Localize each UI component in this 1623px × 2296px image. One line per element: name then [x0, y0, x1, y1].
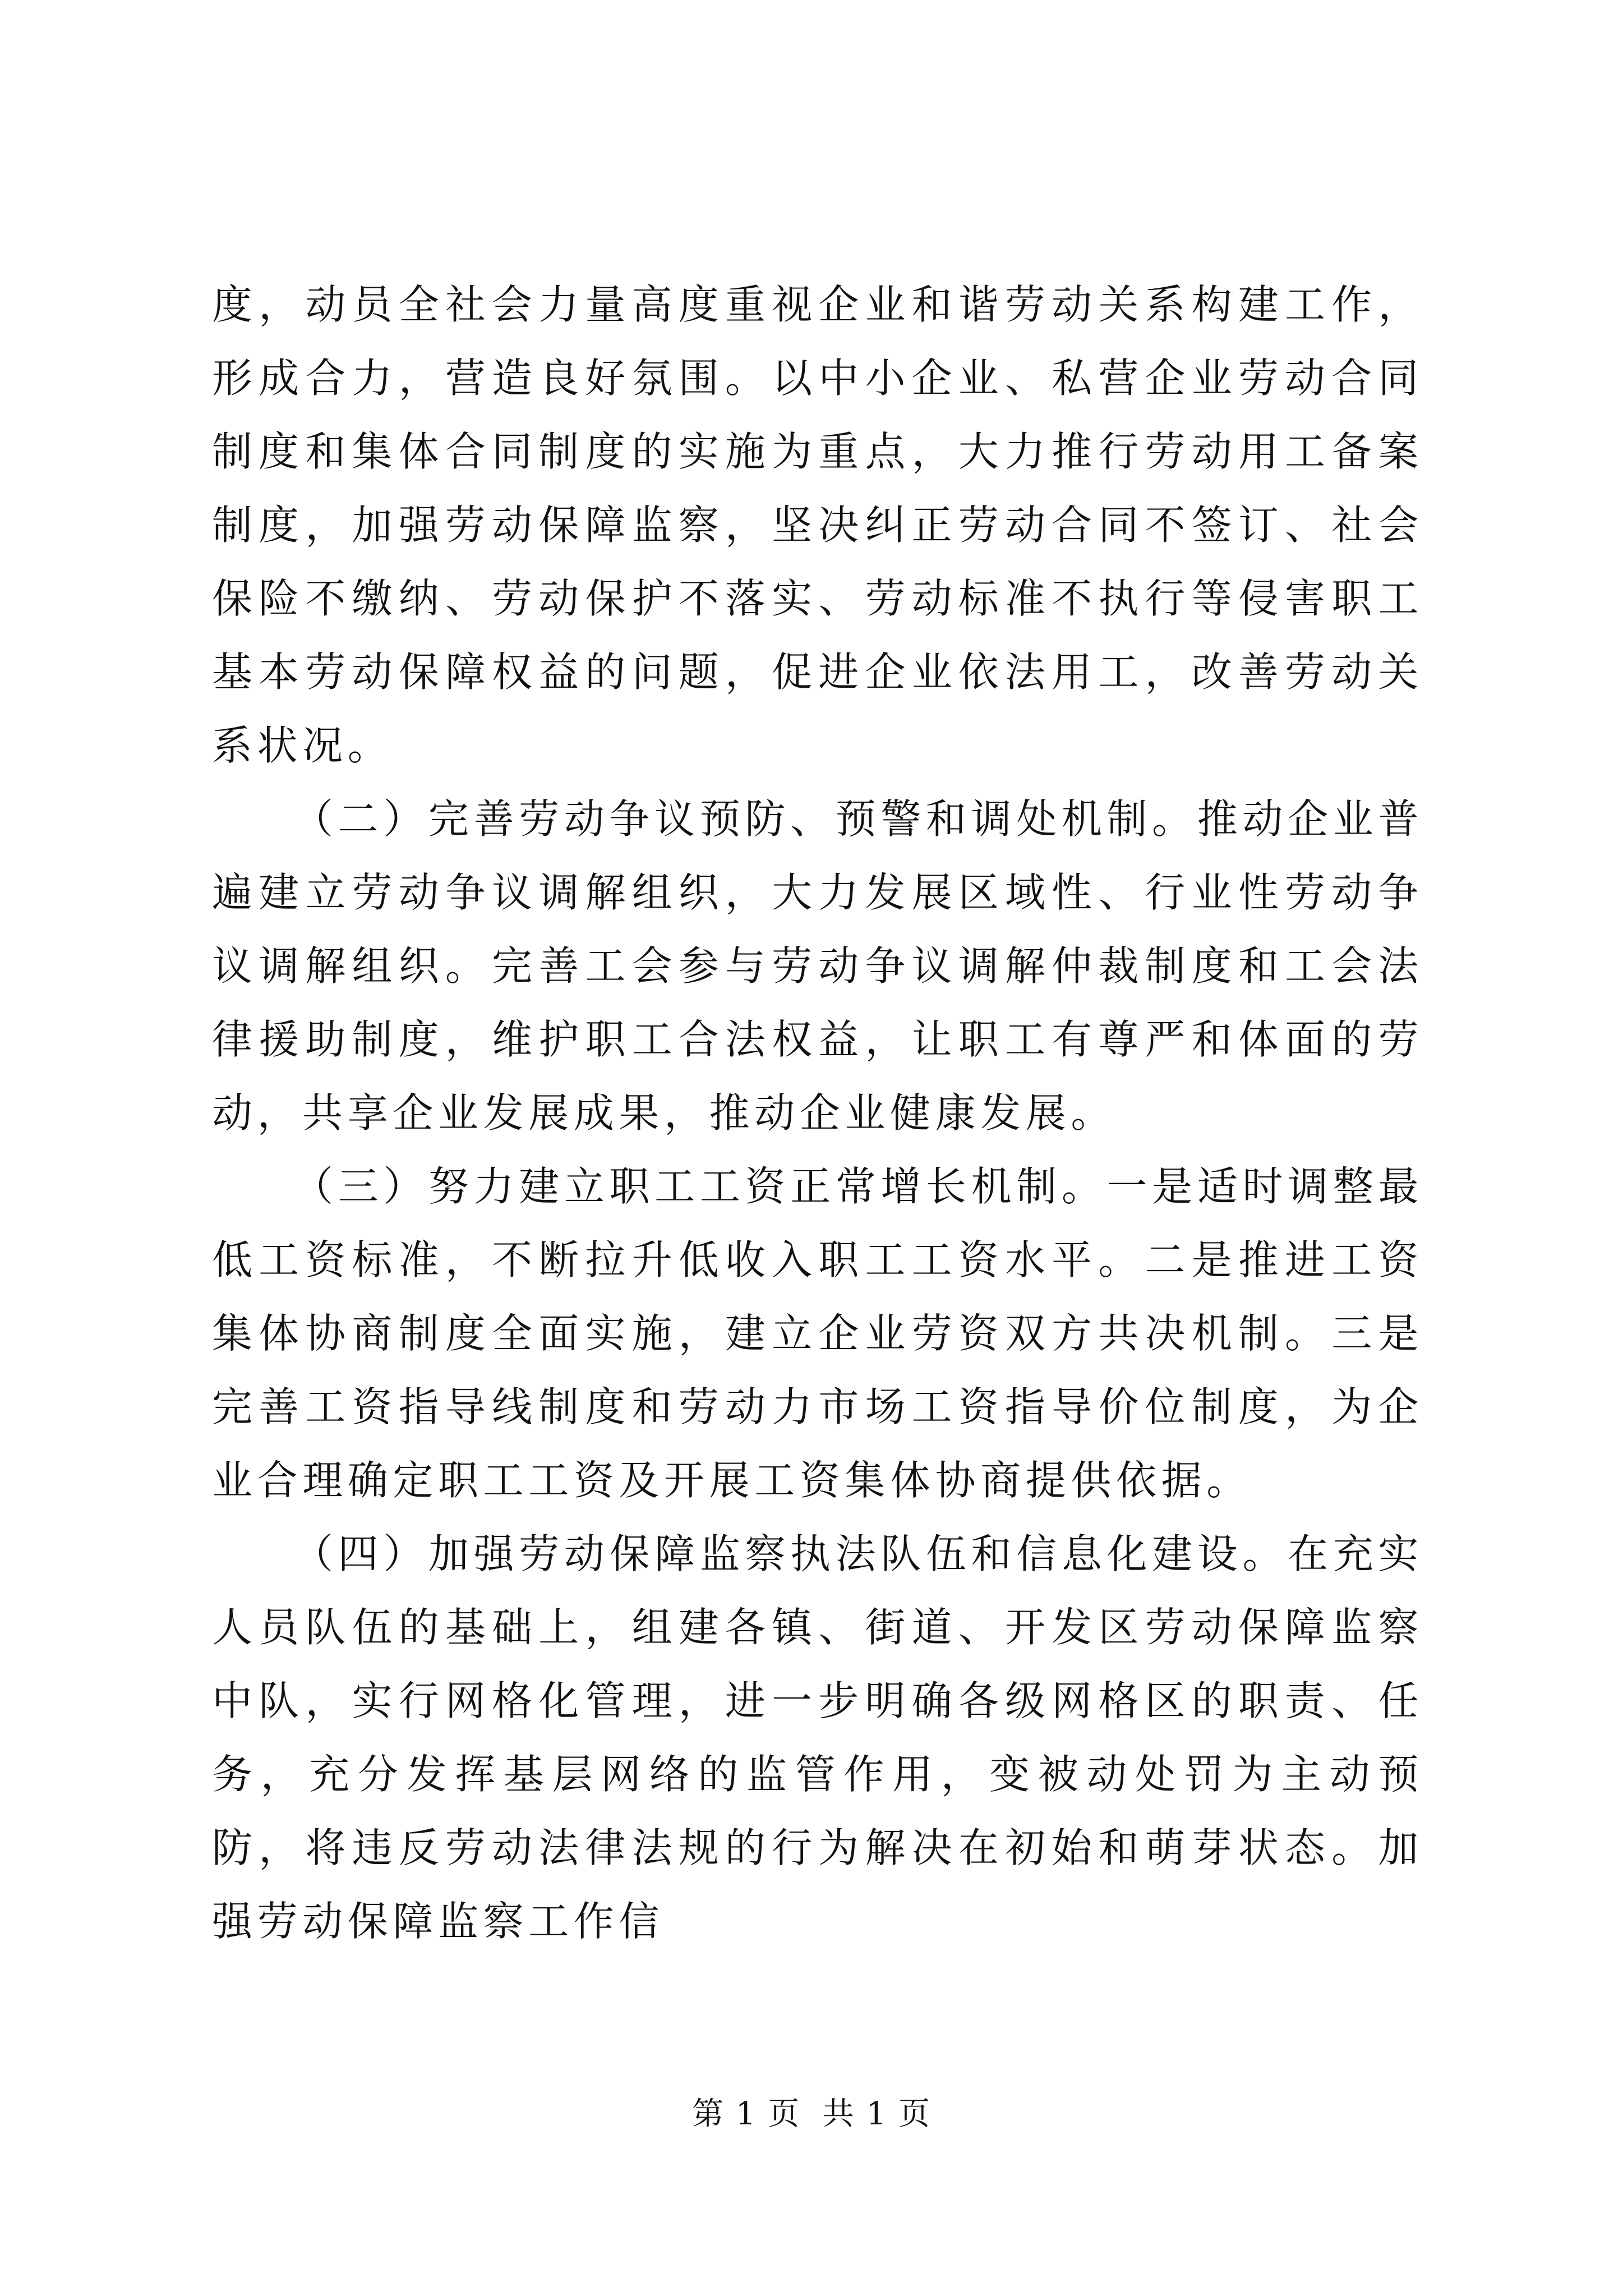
page-number-footer: 第 1 页 共 1 页 — [691, 2096, 932, 2132]
paragraph-section-4: （四）加强劳动保障监察执法队伍和信息化建设。在充实人员队伍的基础上，组建各镇、街道、开发区劳动保障监察中队，实行网格化管理，进一步明确各级网格区的职责、任务，充分发挥基层网络的监管作用，变被动处罚为主动预防，将违反劳动法律法规的行为解决在初始和萌芽状态。加强劳动保障监察工作信 — [212, 1530, 1423, 1945]
paragraph-section-3: （三）努力建立职工工资正常增长机制。一是适时调整最低工资标准，不断拉升低收入职工工资水平。二是推进工资集体协商制度全面实施，建立企业劳资双方共决机制。三是完善工资指导线制度和劳动力市场工资指导价位制度，为企业合理确定职工工资及开展工资集体协商提供依据。 — [212, 1163, 1423, 1504]
paragraph-section-2: （二）完善劳动争议预防、预警和调处机制。推动企业普遍建立劳动争议调解组织，大力发展区域性、行业性劳动争议调解组织。完善工会参与劳动争议调解仲裁制度和工会法律援助制度，维护职工合法权益，让职工有尊严和体面的劳动，共享企业发展成果，推动企业健康发展。 — [212, 795, 1423, 1137]
document-body — [212, 268, 1423, 1958]
paragraph-continuation: 度，动员全社会力量高度重视企业和谐劳动关系构建工作，形成合力，营造良好氛围。以中小企业、私营企业劳动合同制度和集体合同制度的实施为重点，大力推行劳动用工备案制度，加强劳动保障监察，坚决纠正劳动合同不签订、社会保险不缴纳、劳动保护不落实、劳动标准不执行等侵害职工基本劳动保障权益的问题，促进企业依法用工，改善劳动关系状况。 — [212, 281, 1423, 769]
